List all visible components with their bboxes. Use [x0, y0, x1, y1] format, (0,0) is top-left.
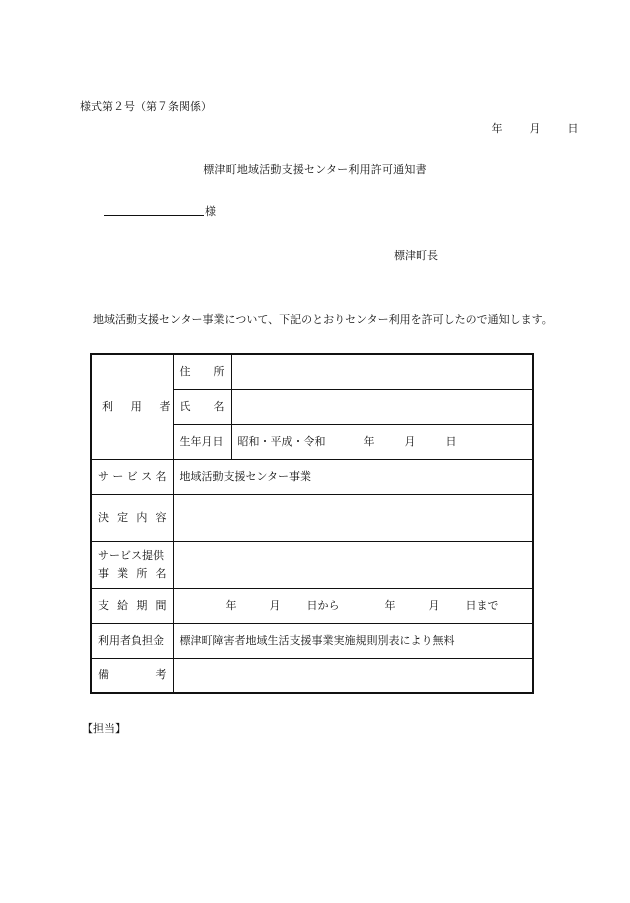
period-label-char: 期: [136, 598, 148, 612]
user-label-cell: [91, 354, 173, 459]
decision-label-char: 決: [98, 510, 109, 524]
remarks-value-cell[interactable]: [173, 658, 533, 693]
decision-value-cell[interactable]: [173, 494, 533, 541]
date-year-label: 年: [491, 122, 503, 135]
name-value-cell[interactable]: [231, 389, 533, 424]
service-label-char: ー: [112, 469, 124, 483]
service-label-char: ビ: [126, 469, 138, 483]
notice-table: [90, 353, 534, 694]
decision-label-cell: [91, 494, 173, 541]
name-label-cell: [173, 389, 231, 424]
decision-label-char: 容: [155, 510, 167, 524]
dob-era: 昭和・平成・令和: [237, 434, 326, 448]
dob-label-cell: 生年月日: [173, 424, 231, 459]
table-row-address: [91, 354, 533, 389]
service-label-cell: [91, 459, 173, 494]
issue-date: [468, 122, 579, 136]
date-month-label: 月: [529, 122, 541, 135]
service-label-char: 名: [155, 469, 167, 483]
form-number: 様式第２号（第７条関係）: [80, 100, 212, 113]
dob-value-cell[interactable]: [231, 424, 533, 459]
notice-body-text: 地域活動支援センター事業について、下記のとおりセンター利用を許可したので通知します。: [93, 313, 553, 326]
remarks-label-cell: [91, 658, 173, 693]
address-label-char: 所: [213, 364, 225, 378]
address-value-cell[interactable]: [231, 354, 533, 389]
table-row-burden: [91, 623, 533, 658]
address-label-cell: [173, 354, 231, 389]
contact-label: 【担当】: [82, 722, 126, 735]
user-label-char: 者: [159, 399, 171, 413]
table-row-period: [91, 588, 533, 623]
recipient-name-line: [104, 215, 204, 216]
address-label-char: 住: [179, 364, 191, 378]
provider-label-line-1: サービス提供: [98, 548, 164, 562]
period-value-cell[interactable]: [173, 588, 533, 623]
decision-label-char: 定: [117, 510, 129, 524]
decision-label-char: 内: [136, 510, 148, 524]
period-label-char: 間: [155, 598, 167, 612]
dob-day-label: 日: [445, 434, 457, 448]
user-label-char: 用: [130, 399, 142, 413]
period-to-day: 日まで: [465, 598, 499, 612]
dob-year-label: 年: [363, 434, 375, 448]
period-from-year: 年: [225, 598, 237, 612]
period-label-char: 給: [117, 598, 129, 612]
table-row-decision: [91, 494, 533, 541]
remarks-label-char: 備: [98, 668, 109, 682]
name-label-char: 氏: [179, 399, 191, 413]
recipient-suffix: 様: [205, 205, 216, 218]
period-to-month: 月: [428, 598, 440, 612]
service-value-cell: 地域活動支援センター事業: [173, 459, 533, 494]
burden-label-cell: 利用者負担金: [91, 623, 173, 658]
table-row-provider: [91, 541, 533, 588]
provider-label-char: 事: [98, 566, 109, 580]
dob-month-label: 月: [404, 434, 416, 448]
provider-label-char: 所: [136, 566, 148, 580]
burden-value-cell: 標津町障害者地域生活支援事業実施規則別表により無料: [173, 623, 533, 658]
table-row-service: [91, 459, 533, 494]
provider-value-cell[interactable]: [173, 541, 533, 588]
period-from-month: 月: [269, 598, 281, 612]
remarks-label-char: 考: [155, 668, 167, 682]
date-day-label: 日: [567, 122, 579, 135]
period-to-year: 年: [384, 598, 396, 612]
period-label-cell: [91, 588, 173, 623]
document-title: 標津町地域活動支援センター利用許可通知書: [203, 163, 427, 176]
service-label-char: ス: [141, 469, 153, 483]
provider-label-char: 名: [155, 566, 167, 580]
user-label-char: 利: [102, 399, 113, 413]
provider-label-cell: [91, 541, 173, 588]
service-label-char: サ: [98, 469, 109, 483]
provider-label-char: 業: [117, 566, 129, 580]
period-from-day: 日から: [306, 598, 340, 612]
table-row-remarks: [91, 658, 533, 693]
issuer-name: 標津町長: [394, 249, 438, 262]
name-label-char: 名: [213, 399, 225, 413]
period-label-char: 支: [98, 598, 109, 612]
